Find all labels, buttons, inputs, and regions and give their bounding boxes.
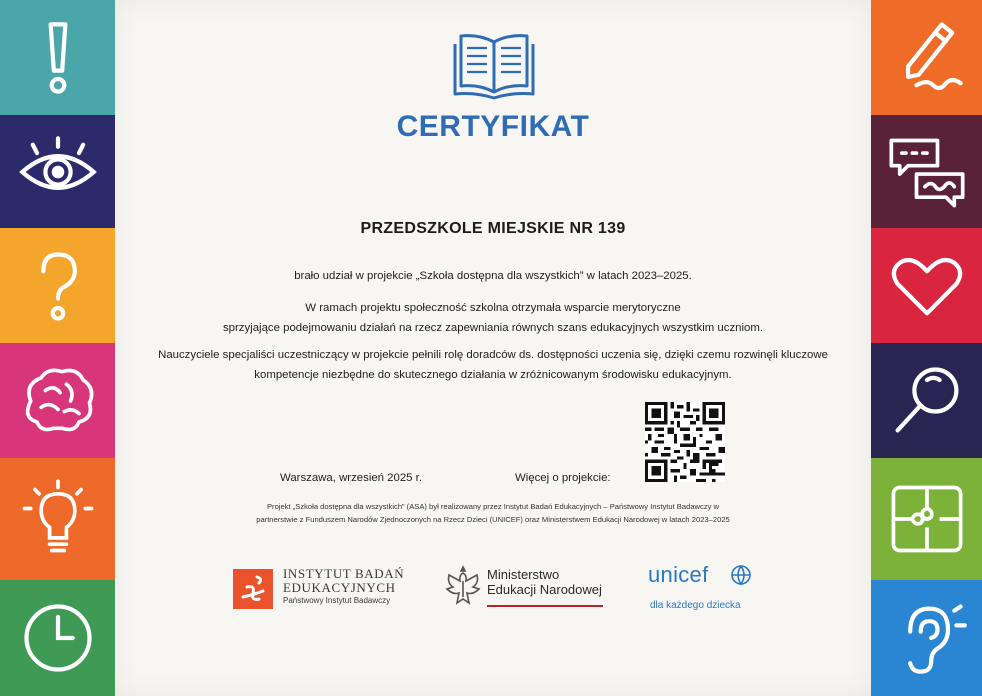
unicef-tagline: dla każdego dziecka xyxy=(650,600,741,611)
ibe-line-1: INSTYTUT BADAŃ xyxy=(283,566,405,581)
support-line-2: sprzyjające podejmowaniu działań na rzecz zapewniania równych szans edukacyjnych wszystkim uczniom. xyxy=(222,322,764,334)
unicef-logo xyxy=(648,562,768,618)
clock-icon xyxy=(16,596,100,680)
heart-icon xyxy=(885,244,969,328)
footnote-line-2: partnerstwie z Funduszem Narodów Zjednoczonych na Rzecz Dzieci (UNICEF) oraz Ministerstwem Edukacji Narodowej w latach 2023–2025 xyxy=(256,515,730,524)
men-logo-underline xyxy=(487,605,603,607)
participation-statement: brało udział w projekcie „Szkoła dostępna dla wszystkich” w latach 2023–2025. xyxy=(294,270,692,282)
eye-icon xyxy=(16,130,100,214)
tile-heart xyxy=(871,228,982,343)
puzzle-icon xyxy=(885,477,969,561)
eagle-emblem-icon xyxy=(443,563,483,609)
ibe-logo-mark xyxy=(233,569,273,609)
open-book-icon xyxy=(451,30,537,102)
pencil-icon xyxy=(885,16,969,100)
tile-lightbulb xyxy=(0,458,115,580)
certificate-sheet xyxy=(115,0,871,696)
men-line-1: Ministerstwo xyxy=(487,567,560,582)
teachers-line-1: Nauczyciele specjaliści uczestniczący w projekcie pełnili rolę doradców ds. dostępności uczenia się, dzięki czemu rozwinęli kluczowe xyxy=(158,349,828,361)
left-icon-strip xyxy=(0,0,115,696)
ibe-logo xyxy=(233,565,433,615)
magnifier-icon xyxy=(885,359,969,443)
tile-ear xyxy=(871,580,982,696)
ibe-line-2: EDUKACYJNYCH xyxy=(283,580,396,595)
tile-pencil xyxy=(871,0,982,115)
place-and-date: Warszawa, wrzesień 2025 r. xyxy=(280,472,423,484)
unicef-wordmark: unicef xyxy=(648,562,709,587)
footnote-line-1: Projekt „Szkoła dostępna dla wszystkich” (ASA) był realizowany przez Instytut Badań Edukacyjnych – Państwowy Instytut Badawczy w xyxy=(266,502,720,511)
right-icon-strip xyxy=(871,0,982,696)
tile-puzzle xyxy=(871,458,982,580)
ear-icon xyxy=(885,596,969,680)
tile-magnifier xyxy=(871,343,982,458)
institution-name: PRZEDSZKOLE MIEJSKIE NR 139 xyxy=(360,220,626,237)
tile-speech xyxy=(871,115,982,228)
tile-brain xyxy=(0,343,115,458)
qr-code[interactable] xyxy=(645,402,725,482)
support-paragraph xyxy=(135,298,851,338)
speech-bubbles-icon xyxy=(885,130,969,214)
tile-clock xyxy=(0,580,115,696)
tile-exclamation xyxy=(0,0,115,115)
men-line-2: Edukacji Narodowej xyxy=(487,582,602,597)
tile-question xyxy=(0,228,115,343)
brain-icon xyxy=(16,359,100,443)
tile-eye xyxy=(0,115,115,228)
teachers-line-2: kompetencje niezbędne do skutecznego działania w zróżnicowanym środowisku edukacyjnym. xyxy=(254,369,732,381)
men-logo xyxy=(443,563,613,613)
more-info-label: Więcej o projekcie: xyxy=(515,472,611,484)
lightbulb-icon xyxy=(16,477,100,561)
support-line-1: W ramach projektu społeczność szkolna otrzymała wsparcie merytoryczne xyxy=(305,302,681,314)
project-footnote xyxy=(155,500,831,526)
question-icon xyxy=(16,244,100,328)
certificate-title: CERTYFIKAT xyxy=(396,110,590,143)
unicef-globe-icon xyxy=(730,564,752,586)
exclamation-icon xyxy=(16,16,100,100)
ibe-line-3: Państwowy Instytut Badawczy xyxy=(283,596,391,605)
teachers-paragraph xyxy=(135,345,851,385)
